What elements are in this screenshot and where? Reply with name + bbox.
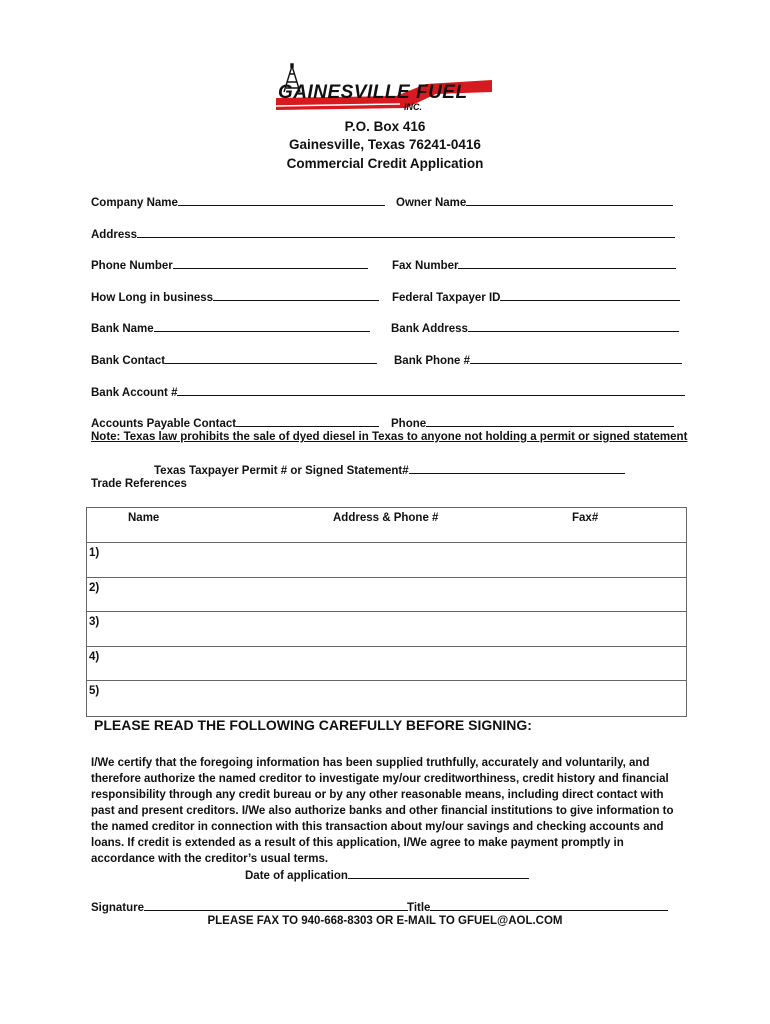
notice-heading: PLEASE READ THE FOLLOWING CAREFULLY BEFORE SIGNING: — [94, 717, 532, 733]
company-name-label: Company Name — [91, 197, 178, 209]
ap-phone-blank[interactable] — [426, 415, 674, 427]
table-row[interactable]: 1) — [89, 547, 100, 559]
bank-contact-blank[interactable] — [165, 352, 377, 364]
bank-name-field[interactable] — [91, 320, 370, 335]
bank-name-label: Bank Name — [91, 323, 154, 335]
logo-suffix: INC. — [404, 102, 422, 112]
trade-references-title: Trade References — [91, 478, 187, 490]
col-header-name: Name — [128, 512, 160, 524]
phone-number-label: Phone Number — [91, 260, 173, 272]
fax-number-label: Fax Number — [392, 260, 459, 272]
trade-references-table — [86, 507, 687, 717]
table-divider — [86, 542, 687, 543]
permit-label: Texas Taxpayer Permit # or Signed Statement# — [154, 465, 409, 477]
owner-name-field[interactable] — [396, 194, 673, 209]
ap-contact-label: Accounts Payable Contact — [91, 418, 237, 430]
signature-label: Signature — [91, 902, 145, 914]
bank-account-blank[interactable] — [177, 384, 685, 396]
company-name-blank[interactable] — [178, 194, 385, 206]
how-long-label: How Long in business — [91, 292, 214, 304]
bank-address-blank[interactable] — [468, 320, 679, 332]
footer-instructions: PLEASE FAX TO 940-668-8303 OR E-MAIL TO GFUEL@AOL.COM — [207, 915, 563, 927]
table-divider — [86, 646, 687, 647]
form-title: Commercial Credit Application — [286, 156, 484, 171]
certification-text: I/We certify that the foregoing information has been supplied truthfully, accurately and voluntarily, and therefore authorize the named creditor to investigate my/our creditworthiness, credit history and financial responsibility through any credit bureau or by any other reasonable means, including direct contact with past and present creditors. I/We also authorize banks and other financial institutions to give information to the named creditor in connection with this transaction about my/our savings and checking accounts and loans. If credit is extended as a result of this application, I/We agree to make payment promptly in accordance with the creditor’s usual terms. — [91, 757, 674, 865]
date-field[interactable] — [245, 867, 529, 882]
bank-contact-label: Bank Contact — [91, 355, 166, 367]
dyed-diesel-note: Note: Texas law prohibits the sale of dyed diesel in Texas to anyone not holding a permit or signed statement — [91, 431, 688, 443]
bank-address-label: Bank Address — [391, 323, 468, 335]
table-divider — [86, 577, 687, 578]
col-header-fax: Fax# — [572, 512, 599, 524]
permit-field[interactable] — [154, 462, 625, 477]
title-blank[interactable] — [430, 899, 668, 911]
table-row[interactable]: 3) — [89, 616, 100, 628]
phone-number-field[interactable] — [91, 257, 368, 272]
date-label: Date of application — [245, 870, 348, 882]
how-long-field[interactable] — [91, 289, 379, 304]
bank-account-label: Bank Account # — [91, 387, 178, 399]
signature-blank[interactable] — [144, 899, 408, 911]
ap-phone-label: Phone — [391, 418, 427, 430]
owner-name-label: Owner Name — [396, 197, 467, 209]
company-logo — [276, 62, 496, 118]
how-long-blank[interactable] — [213, 289, 379, 301]
ap-phone-field[interactable] — [391, 415, 674, 430]
city-line: Gainesville, Texas 76241-0416 — [289, 137, 481, 152]
signature-field[interactable] — [91, 899, 408, 914]
address-label: Address — [91, 229, 138, 241]
col-header-address: Address & Phone # — [333, 512, 439, 524]
table-row[interactable]: 4) — [89, 651, 100, 663]
table-divider — [86, 611, 687, 612]
bank-contact-field[interactable] — [91, 352, 377, 367]
title-field[interactable] — [407, 899, 668, 914]
table-divider — [86, 680, 687, 681]
fax-number-field[interactable] — [392, 257, 676, 272]
address-blank[interactable] — [137, 226, 675, 238]
federal-id-blank[interactable] — [500, 289, 680, 301]
federal-id-label: Federal Taxpayer ID — [392, 292, 501, 304]
po-box-line: P.O. Box 416 — [344, 119, 426, 134]
bank-phone-blank[interactable] — [470, 352, 682, 364]
fax-number-blank[interactable] — [458, 257, 676, 269]
federal-id-field[interactable] — [392, 289, 680, 304]
owner-name-blank[interactable] — [466, 194, 673, 206]
bank-address-field[interactable] — [391, 320, 679, 335]
table-row[interactable]: 5) — [89, 685, 100, 697]
logo-text: GAINESVILLE FUEL — [278, 82, 468, 103]
title-label: Title — [407, 902, 431, 914]
ap-contact-field[interactable] — [91, 415, 379, 430]
company-name-field[interactable] — [91, 194, 385, 209]
phone-number-blank[interactable] — [173, 257, 368, 269]
bank-account-field[interactable] — [91, 384, 685, 399]
ap-contact-blank[interactable] — [236, 415, 379, 427]
permit-blank[interactable] — [409, 462, 625, 474]
bank-phone-label: Bank Phone # — [394, 355, 471, 367]
bank-name-blank[interactable] — [154, 320, 370, 332]
table-row[interactable]: 2) — [89, 582, 100, 594]
bank-phone-field[interactable] — [394, 352, 682, 367]
address-field[interactable] — [91, 226, 675, 241]
date-blank[interactable] — [348, 867, 529, 879]
